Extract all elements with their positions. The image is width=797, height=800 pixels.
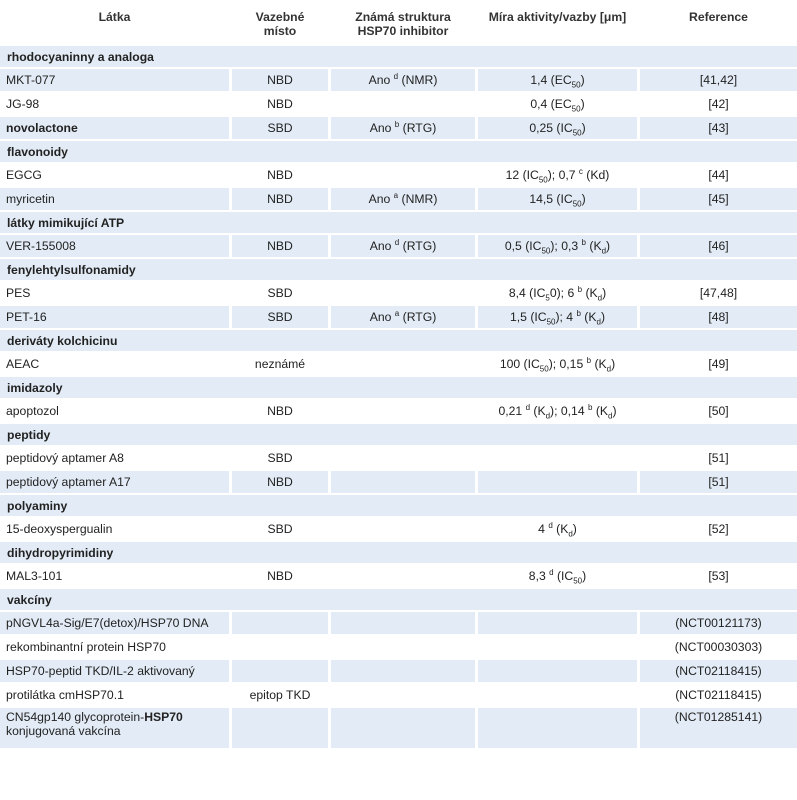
group-header-row bbox=[0, 495, 797, 516]
cell-reference: [43] bbox=[640, 117, 797, 139]
cell-reference: [53] bbox=[640, 565, 797, 587]
cell-vazebne-misto: SBD bbox=[232, 117, 328, 139]
cell-vazebne-misto: NBD bbox=[232, 164, 328, 186]
header-row bbox=[0, 2, 797, 44]
cell-znama-struktura bbox=[331, 636, 475, 658]
cell-reference: [48] bbox=[640, 306, 797, 328]
group-label: rhodocyaninny a analoga bbox=[0, 46, 797, 67]
cell-reference: [45] bbox=[640, 188, 797, 210]
cell-latka: HSP70-peptid TKD/IL-2 aktivovaný bbox=[0, 660, 229, 682]
cell-znama-struktura bbox=[331, 518, 475, 540]
header-latka: Látka bbox=[98, 10, 131, 24]
cell-mira-aktivity: 4 $^d$ $(K_d)$ bbox=[478, 518, 637, 540]
cell-latka: apoptozol bbox=[0, 400, 229, 422]
cell-vazebne-misto: NBD bbox=[232, 93, 328, 115]
cell-reference: [47,48] bbox=[640, 282, 797, 304]
header-mira-aktivity: Míra aktivity/vazby [μm] bbox=[488, 10, 627, 24]
table-row bbox=[0, 684, 797, 706]
group-label: peptidy bbox=[0, 424, 797, 445]
cell-mira-aktivity bbox=[478, 708, 637, 748]
table-row bbox=[0, 69, 797, 91]
cell-vazebne-misto bbox=[232, 636, 328, 658]
cell-vazebne-misto: SBD bbox=[232, 306, 328, 328]
cell-reference: [41,42] bbox=[640, 69, 797, 91]
cell-vazebne-misto: SBD bbox=[232, 518, 328, 540]
group-header-row bbox=[0, 46, 797, 67]
cell-reference: [50] bbox=[640, 400, 797, 422]
cell-vazebne-misto bbox=[232, 708, 328, 748]
cell-mira-aktivity: 0,4 $(EC_{50})$ bbox=[478, 93, 637, 115]
cell-znama-struktura bbox=[331, 164, 475, 186]
cell-latka: CN54gp140 glycoprotein-HSP70 konjugovaná vakcína bbox=[0, 708, 229, 748]
cell-latka: PES bbox=[0, 282, 229, 304]
header-vazebne-misto: Vazebné místo bbox=[255, 10, 305, 38]
table-row bbox=[0, 471, 797, 493]
cell-latka: rekombinantní protein HSP70 bbox=[0, 636, 229, 658]
cell-reference: (NCT00121173) bbox=[640, 612, 797, 634]
table-row bbox=[0, 353, 797, 375]
group-header-row bbox=[0, 141, 797, 162]
cell-latka: pNGVL4a-Sig/E7(detox)/HSP70 DNA bbox=[0, 612, 229, 634]
table-row bbox=[0, 93, 797, 115]
cell-znama-struktura: Ano $^a$ (RTG) bbox=[331, 306, 475, 328]
table-row bbox=[0, 164, 797, 186]
group-header-row bbox=[0, 259, 797, 280]
cell-reference: [52] bbox=[640, 518, 797, 540]
cell-znama-struktura bbox=[331, 282, 475, 304]
cell-latka: novolactone bbox=[0, 117, 229, 139]
cell-mira-aktivity: 8,3 $^d$ $(IC_{50})$ bbox=[478, 565, 637, 587]
cell-latka: myricetin bbox=[0, 188, 229, 210]
cell-mira-aktivity bbox=[478, 447, 637, 469]
cell-latka: EGCG bbox=[0, 164, 229, 186]
table-row bbox=[0, 188, 797, 210]
table-row bbox=[0, 660, 797, 682]
group-header-row bbox=[0, 589, 797, 610]
cell-reference: (NCT00030303) bbox=[640, 636, 797, 658]
cell-latka: PET-16 bbox=[0, 306, 229, 328]
cell-vazebne-misto: NBD bbox=[232, 235, 328, 257]
table-row bbox=[0, 306, 797, 328]
cell-latka: peptidový aptamer A17 bbox=[0, 471, 229, 493]
cell-znama-struktura bbox=[331, 400, 475, 422]
group-label: látky mimikující ATP bbox=[0, 212, 797, 233]
cell-znama-struktura bbox=[331, 684, 475, 706]
table-row bbox=[0, 708, 797, 748]
cell-reference: (NCT01285141) bbox=[640, 708, 797, 748]
cell-znama-struktura: Ano $^a$ (NMR) bbox=[331, 188, 475, 210]
cell-mira-aktivity bbox=[478, 612, 637, 634]
group-header-row bbox=[0, 424, 797, 445]
table-row bbox=[0, 117, 797, 139]
group-label: flavonoidy bbox=[0, 141, 797, 162]
cell-znama-struktura bbox=[331, 353, 475, 375]
cell-znama-struktura bbox=[331, 447, 475, 469]
cell-mira-aktivity bbox=[478, 471, 637, 493]
cell-vazebne-misto bbox=[232, 660, 328, 682]
cell-reference: [49] bbox=[640, 353, 797, 375]
cell-znama-struktura bbox=[331, 471, 475, 493]
cell-mira-aktivity: 1,4 $(EC_{50})$ bbox=[478, 69, 637, 91]
cell-reference: [51] bbox=[640, 471, 797, 493]
group-header-row bbox=[0, 542, 797, 563]
header-znama-struktura: Známá struktura HSP70 inhibitor bbox=[355, 10, 451, 38]
cell-vazebne-misto: NBD bbox=[232, 471, 328, 493]
cell-latka: AEAC bbox=[0, 353, 229, 375]
group-label: deriváty kolchicinu bbox=[0, 330, 797, 351]
cell-latka: MKT-077 bbox=[0, 69, 229, 91]
cell-znama-struktura: Ano $^d$ (RTG) bbox=[331, 235, 475, 257]
cell-mira-aktivity: 8,4 $(IC_50)$; 6 $^b$ $(K_d)$ bbox=[478, 282, 637, 304]
cell-reference: [46] bbox=[640, 235, 797, 257]
group-header-row bbox=[0, 377, 797, 398]
cell-mira-aktivity: 0,25 $(IC_{50})$ bbox=[478, 117, 637, 139]
cell-mira-aktivity bbox=[478, 660, 637, 682]
cell-vazebne-misto: NBD bbox=[232, 188, 328, 210]
cell-vazebne-misto: NBD bbox=[232, 69, 328, 91]
table-row bbox=[0, 636, 797, 658]
cell-znama-struktura bbox=[331, 93, 475, 115]
cell-mira-aktivity: 0,21 $^d$ $(K_d)$; 0,14 $^b$ $(K_d)$ bbox=[478, 400, 637, 422]
header-reference: Reference bbox=[689, 10, 748, 24]
cell-znama-struktura bbox=[331, 708, 475, 748]
cell-latka: protilátka cmHSP70.1 bbox=[0, 684, 229, 706]
cell-mira-aktivity: 12 $(IC_{50})$; 0,7 $^c$ (Kd) bbox=[478, 164, 637, 186]
cell-znama-struktura: Ano $^b$ (RTG) bbox=[331, 117, 475, 139]
group-header-row bbox=[0, 330, 797, 351]
group-label: fenylehtylsulfonamidy bbox=[0, 259, 797, 280]
cell-mira-aktivity: 0,5 $(IC_{50})$; 0,3 $^b$ $(K_d)$ bbox=[478, 235, 637, 257]
table-row bbox=[0, 612, 797, 634]
cell-latka: peptidový aptamer A8 bbox=[0, 447, 229, 469]
table-row bbox=[0, 565, 797, 587]
cell-mira-aktivity: 100 $(IC_{50})$; 0,15 $^b$ $(K_d)$ bbox=[478, 353, 637, 375]
cell-vazebne-misto: neznámé bbox=[232, 353, 328, 375]
cell-latka: 15-deoxyspergualin bbox=[0, 518, 229, 540]
group-label: imidazoly bbox=[0, 377, 797, 398]
cell-latka: JG-98 bbox=[0, 93, 229, 115]
cell-mira-aktivity: 14,5 $(IC_{50})$ bbox=[478, 188, 637, 210]
cell-vazebne-misto: SBD bbox=[232, 282, 328, 304]
group-header-row bbox=[0, 212, 797, 233]
cell-mira-aktivity bbox=[478, 684, 637, 706]
cell-reference: (NCT02118415) bbox=[640, 660, 797, 682]
table-row bbox=[0, 282, 797, 304]
cell-znama-struktura: Ano $^d$ (NMR) bbox=[331, 69, 475, 91]
group-label: polyaminy bbox=[0, 495, 797, 516]
table-row bbox=[0, 235, 797, 257]
group-label: dihydropyrimidiny bbox=[0, 542, 797, 563]
cell-mira-aktivity bbox=[478, 636, 637, 658]
group-label: vakcíny bbox=[0, 589, 797, 610]
cell-mira-aktivity: 1,5 $(IC_{50})$; 4 $^b$ $(K_d)$ bbox=[478, 306, 637, 328]
table-body bbox=[0, 46, 797, 748]
cell-vazebne-misto: NBD bbox=[232, 565, 328, 587]
cell-znama-struktura bbox=[331, 565, 475, 587]
cell-latka: MAL3-101 bbox=[0, 565, 229, 587]
table-row bbox=[0, 518, 797, 540]
cell-reference: [51] bbox=[640, 447, 797, 469]
cell-reference: [44] bbox=[640, 164, 797, 186]
cell-vazebne-misto: SBD bbox=[232, 447, 328, 469]
cell-vazebne-misto: NBD bbox=[232, 400, 328, 422]
cell-znama-struktura bbox=[331, 612, 475, 634]
cell-vazebne-misto bbox=[232, 612, 328, 634]
cell-latka: VER-155008 bbox=[0, 235, 229, 257]
table-row bbox=[0, 400, 797, 422]
table-row bbox=[0, 447, 797, 469]
cell-znama-struktura bbox=[331, 660, 475, 682]
cell-reference: [42] bbox=[640, 93, 797, 115]
cell-reference: (NCT02118415) bbox=[640, 684, 797, 706]
cell-vazebne-misto: epitop TKD bbox=[232, 684, 328, 706]
